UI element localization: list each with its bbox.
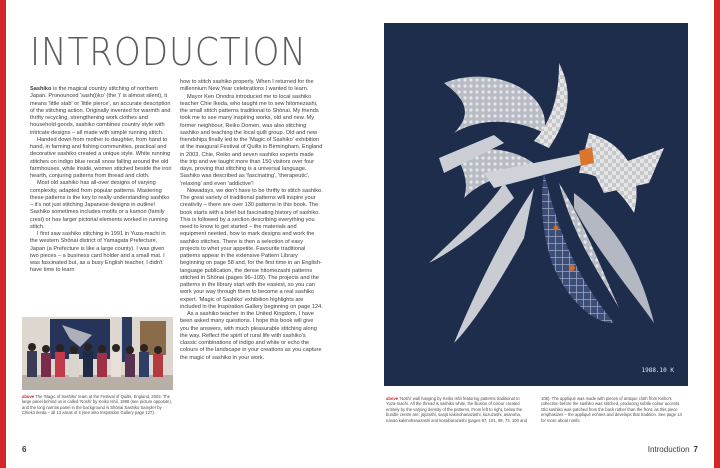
quilt-caption-lead: above [386,396,399,401]
paragraph-6: Mayor Ken Onodra introduced me to local sashiko teacher Chie Ikeda, who taught me to sew hitomezashi, the small stitch patterns traditional to Shōnai. My friends took me to see many inspiring works, old and new. My former neighbour, Reiko Domen, was also stitching sashiko and teaching the local quilt group. Old and new friendships finally led to the 'Magic of Sashiko' exhibition at the inaugural Festival of Quilts in Birmingham, England in 2003. Chie, Reiko and seven sashiko experts made the trip and we taught more than 150 visitors over four days, proving that stitching is a universal language. Sashiko was described as 'fascinating', 'therapeutic', 'relaxing' and even 'addictive'! [180,93,323,187]
right-page-number: 7 [693,445,698,454]
paragraph-8: As a sashiko teacher in the United Kingdom, I have been asked many questions. I hope this book will give you the answers, with much pleasurable stitching along the way. Reflect the spirit of rural life with sashiko's classic combinations of indigo and white or echo the colours of the landscape in your creations as you capture the magic of sashiko in your work. [180,311,322,361]
photo-caption-lead: above [22,394,35,399]
paragraph-2: Handed down from mother to daughter, from hand to hand, in farming and fishing communities, practical and decorative sashiko created a unique style. White running stitches on indigo blue recall snow falling around the old farmhouses, while inside, women stitched beside the irori hearth, conjuring patterns from thread and cloth. [30,136,172,179]
left-page-edge-bar [0,0,6,468]
paragraph-1 [30,86,173,137]
quilt-signature: 1988.10 K [641,367,674,374]
left-page-number: 6 [22,445,27,454]
section-name: Introduction [647,445,690,454]
noshi-quilt-illustration [384,23,688,386]
right-folio [648,445,698,454]
team-photo-illustration [22,317,173,390]
paragraph-5: how to stitch sashiko properly. When I returned for the millennium New Year celebrations I wanted to learn. [180,79,314,93]
paragraph-7: Nowadays, we don't have to be thrifty to stitch sashiko. The great variety of traditional patterns will inspire your creativity – there are over 130 patterns in this book. The book starts with a brief but fascinating history of sashiko. This is followed by a section describing everything you need to know to get started – the materials and equipment needed, how to mark designs and work the sashiko stitches. There is then a selection of easy projects to whet your appetite. Favourite traditional patterns appear in the extensive Pattern Library beginning on page 58 and, for the first time in an English-language publication, the dense hitomezashi patterns stitched in Shōnai (pages 96–109). The projects and the patterns in the library start with the easiest, so you can work your way through them to become a real sashiko expert. 'Magic of Sashiko' exhibition highlights are included in the Inspiration Gallery beginning on page 124. [180,187,323,310]
paragraph-4: I first saw sashiko stitching in 1991 in Yuza-machi in the western Shōnai district of Yamagata Prefecture, Japan (a Prefecture is like a large county). I was given two pieces – a business card holder and a small mat. I was fascinated but, as a busy English teacher, I didn't have time to learn [30,231,166,274]
quilt-caption [386,396,686,423]
paragraph-3: Most old sashiko has all-over designs of varying complexity, adapted from popular patterns. Mastering these patterns is the key to really understanding sashiko – it's not just stitching Japanese designs in outline! Sashiko sometimes includes motifs or a kamon (family crest) or has larger pictorial elements worked in running stitch. [30,180,170,230]
right-page-edge-bar [714,0,720,468]
body-column-2 [180,79,323,362]
paragraph-1-lead: Sashiko [30,86,52,92]
body-column-1 [30,86,173,275]
page-title: INTRODUCTION [30,30,307,74]
noshi-quilt-image [384,23,688,386]
team-photo [22,317,173,390]
quilt-caption-text: 'Noshi' wall hanging by Keiko Ishii featuring patterns traditional to Yuza-machi. All the thread is sashiko white, the illusion of colour created entirely by the varying density of the patterns. From left to right, below the bundle centre are: jūjizashi, sanjū kakinohanazashi, kuzuzashi, asanoha, nanao kakinohanazashi and koraibarazashi (pages 97, 101, 98, 73, 100 and 106). The appliqué was made with pieces of antique cloth from Keiko's collection before the sashiko was stitched, producing subtle colour accents. Old sashiko was patched from the back rather than the front, as this piece emphasizes – the appliqué echoes and develops that tradition. See page 14 for more about noshi. [386,396,682,423]
photo-caption [22,394,174,416]
paragraph-1-text: is the magical country stitching of northern Japan. Pronounced 'sash(i)ko' (the 'i' is almost silent), it means 'little stab' or 'little pierce', an accurate description of the stitching action. Originally invented for warmth and thrifty recycling, strengthening work clothes and household goods, sashiko combines country style with intricate designs – all made with simple running stitch. [30,86,171,136]
photo-caption-text: The 'Magic of Sashiko' team at the Festival of Quilts, England, 2003. The large panel behind us is called 'Noshi' by Keiko Ishii, 1988 (see picture opposite), and the long narrow panel in the background is Shōnai Sashiko Sampler by Chieko Ikeda – all 13 areas of it (see also Inspiration Gallery page 127). [22,394,172,416]
